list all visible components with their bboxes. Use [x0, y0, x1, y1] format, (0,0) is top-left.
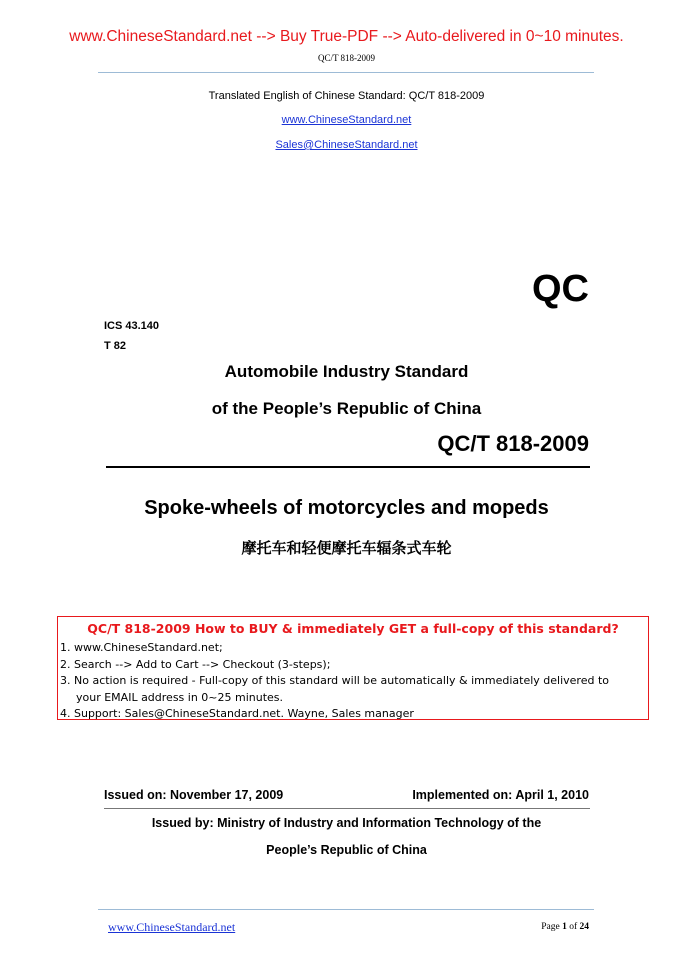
buy-step: 1. www.ChineseStandard.net;	[60, 641, 223, 654]
issued-date: Issued on: November 17, 2009	[104, 788, 284, 802]
buy-step: 2. Search --> Add to Cart --> Checkout (3-steps);	[60, 657, 331, 671]
issue-divider	[104, 808, 590, 809]
site-link[interactable]: www.ChineseStandard.net	[281, 114, 412, 126]
t-code: T 82	[104, 340, 127, 352]
issuer-line-1: Issued by: Ministry of Industry and Information Technology of the	[151, 816, 542, 830]
footer-divider	[98, 909, 594, 910]
buy-box-title: QC/T 818-2009 How to BUY & immediately GET a full-copy of this standard?	[87, 621, 619, 636]
ics-code: ICS 43.140	[104, 320, 160, 332]
qc-mark: QC	[532, 268, 589, 310]
page-counter: Page 1 of 24	[541, 922, 589, 932]
buy-steps-list	[60, 640, 609, 723]
buy-step-continuation: your EMAIL address in 0~25 minutes.	[76, 690, 284, 704]
issuer-line-2: People’s Republic of China	[266, 843, 427, 857]
buy-step: 3. No action is required - Full-copy of this standard will be automatically & immediately delivered to	[60, 674, 609, 687]
footer-site-link[interactable]: www.ChineseStandard.net	[108, 920, 236, 934]
header-divider	[98, 72, 594, 73]
document-title: Spoke-wheels of motorcycles and mopeds	[144, 497, 549, 519]
sales-email-link[interactable]: Sales@ChineseStandard.net	[275, 139, 418, 151]
header-standard-code: QC/T 818-2009	[317, 53, 376, 63]
standard-number: QC/T 818-2009	[437, 431, 589, 456]
buy-instructions-box	[57, 616, 649, 720]
document-title-chinese: 摩托车和轻便摩托车辐条式车轮	[241, 539, 452, 557]
standard-type-title: Automobile Industry Standard	[224, 362, 469, 381]
implemented-date: Implemented on: April 1, 2010	[412, 788, 589, 802]
promo-banner[interactable]: www.ChineseStandard.net --> Buy True-PDF --> Auto-delivered in 0~10 minutes.	[69, 28, 624, 45]
title-divider	[106, 466, 590, 468]
standard-country-title: of the People’s Republic of China	[211, 399, 482, 418]
translated-notice: Translated English of Chinese Standard: QC/T 818-2009	[208, 90, 485, 102]
buy-step: 4. Support: Sales@ChineseStandard.net. Wayne, Sales manager	[60, 707, 414, 720]
